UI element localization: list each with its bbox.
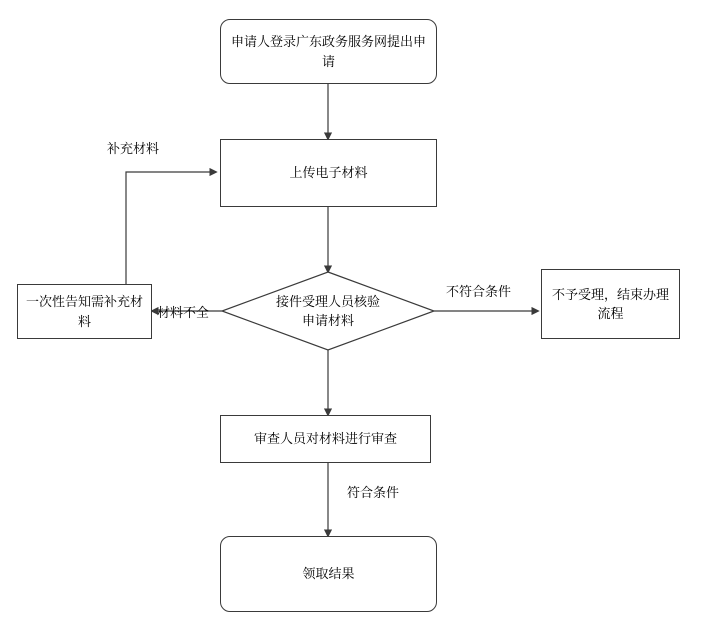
node-upload-label: 上传电子材料 xyxy=(289,165,368,181)
edge-label-not-qualified: 不符合条件 xyxy=(446,284,512,299)
node-result xyxy=(220,536,437,612)
node-upload xyxy=(220,139,437,207)
edge-label-qualified: 符合条件 xyxy=(347,485,400,500)
node-reject-label: 不予受理，结束办理流程 xyxy=(551,286,669,321)
node-apply-label: 申请人登录广东政务服务网提出申请 xyxy=(230,34,426,69)
node-apply xyxy=(220,19,437,84)
node-review xyxy=(220,415,431,463)
node-notify-label: 一次性告知需补充材料 xyxy=(26,294,144,329)
node-reject xyxy=(541,269,680,339)
node-result-label: 领取结果 xyxy=(302,566,355,582)
node-notify xyxy=(17,284,152,339)
node-verify-label-wrap xyxy=(222,272,434,350)
node-verify-label: 接件受理人员核验申请材料 xyxy=(275,293,380,328)
node-review-label: 审查人员对材料进行审查 xyxy=(253,431,397,447)
node-verify xyxy=(222,272,434,350)
edge-label-supplement: 补充材料 xyxy=(107,141,160,156)
edge-label-incomplete: 材料不全 xyxy=(157,305,210,320)
